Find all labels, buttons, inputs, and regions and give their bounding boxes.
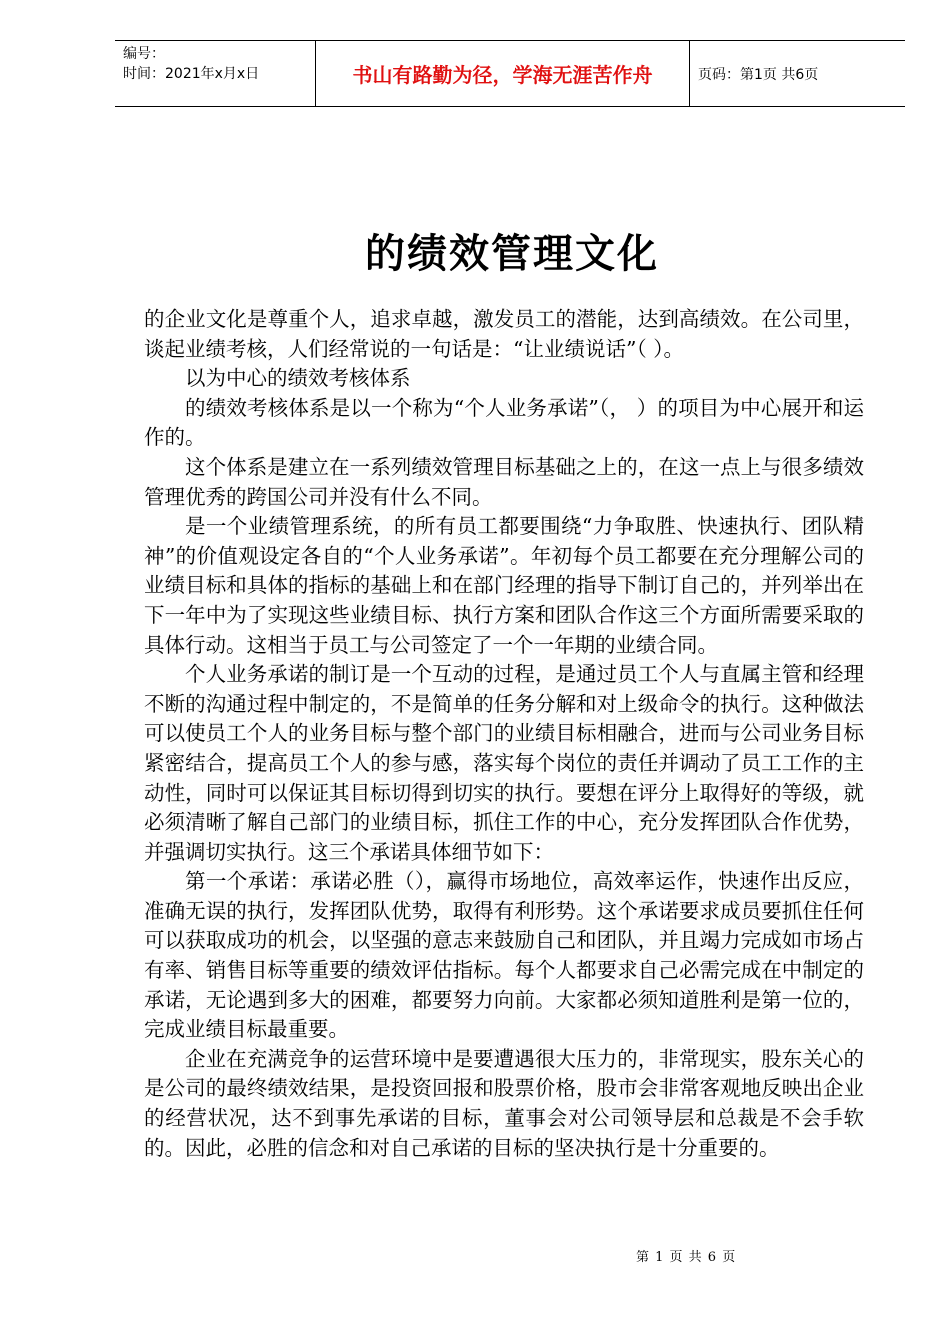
time-label: 时间：2021年x月x日 xyxy=(123,66,260,82)
header-page-label: 页码：第1页 共6页 xyxy=(698,66,819,83)
paragraph: 第一个承诺：承诺必胜（），赢得市场地位，高效率运作，快速作出反应，准确无误的执行，发挥团队优势，取得有利形势。这个承诺要求成员要抓住任何可以获取成功的机会，以坚强的意志来鼓励自己和团队，并且竭力完成如市场占有率、销售目标等重要的绩效评估指标。每个人都要求自己必需完成在中制定的承诺，无论遇到多大的困难，都要努力向前。大家都必须知道胜利是第一位的，完成业绩目标最重要。 xyxy=(144,869,864,1042)
page-header xyxy=(115,40,905,107)
number-label: 编号： xyxy=(123,46,165,62)
paragraph: 企业在充满竞争的运营环境中是要遭遇很大压力的，非常现实，股东关心的是公司的最终绩效结果，是投资回报和股票价格，股市会非常客观地反映出企业的经营状况，达不到事先承诺的目标，董事会对公司领导层和总裁是不会手软的。因此，必胜的信念和对自己承诺的目标的坚决执行是十分重要的。 xyxy=(144,1046,864,1160)
paragraph: 个人业务承诺的制订是一个互动的过程，是通过员工个人与直属主管和经理不断的沟通过程中制定的，不是简单的任务分解和对上级命令的执行。这种做法可以使员工个人的业务目标与整个部门的业绩目标相融合，进而与公司业务目标紧密结合，提高员工个人的参与感，落实每个岗位的责任并调动了员工工作的主动性，同时可以保证其目标切得到切实的执行。要想在评分上取得好的等级，就必须清晰了解自己部门的业绩目标，抓住工作的中心，充分发挥团队合作优势，并强调切实执行。这三个承诺具体细节如下： xyxy=(144,662,864,864)
header-motto: 书山有路勤为径，学海无涯苦作舟 xyxy=(316,41,690,106)
paragraph: 是一个业绩管理系统，的所有员工都要围绕“力争取胜、快速执行、团队精神”的价值观设定各自的“个人业务承诺”。年初每个员工都要在充分理解公司的业绩目标和具体的指标的基础上和在部门经理的指导下制订自己的，并列举出在下一年中为了实现这些业绩目标、执行方案和团队合作这三个方面所需要采取的具体行动。这相当于员工与公司签定了一个一年期的业绩合同。 xyxy=(144,514,864,657)
header-info-cell xyxy=(115,41,316,106)
paragraph: 的企业文化是尊重个人，追求卓越，激发员工的潜能，达到高绩效。在公司里，谈起业绩考核，人们经常说的一句话是：“让业绩说话”（ ）。 xyxy=(144,307,864,361)
paragraph: 以为中心的绩效考核体系 xyxy=(185,366,411,391)
page-footer: 第 1 页 共 6 页 xyxy=(636,1250,737,1265)
document-title: 的绩效管理文化 xyxy=(365,231,659,277)
document-body xyxy=(144,305,864,1163)
paragraph: 这个体系是建立在一系列绩效管理目标基础之上的，在这一点上与很多绩效管理优秀的跨国公司并没有什么不同。 xyxy=(144,454,864,509)
paragraph: 的绩效考核体系是以一个称为“个人业务承诺”（， ）的项目为中心展开和运作的。 xyxy=(144,395,864,450)
